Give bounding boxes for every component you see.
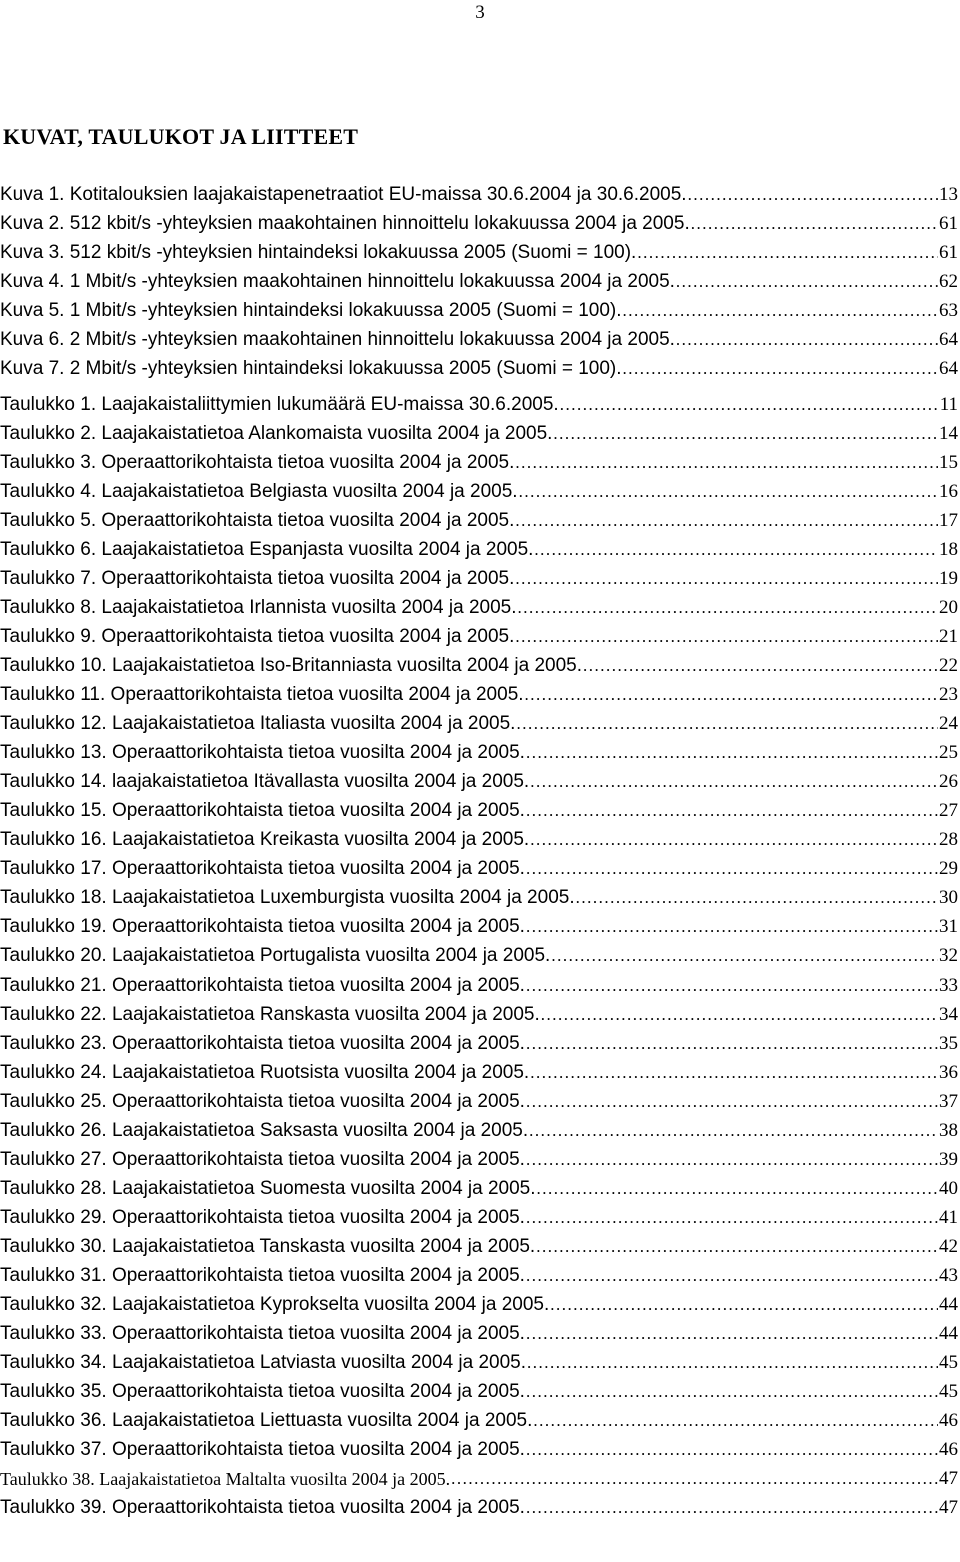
entry-page-number: 64 <box>939 357 958 379</box>
dot-leader <box>526 1440 938 1460</box>
entry-page-number: 32 <box>939 945 958 967</box>
figure-entry[interactable] <box>0 296 958 325</box>
dot-leader <box>526 917 938 937</box>
dot-leader <box>519 482 938 502</box>
entry-title: Taulukko 10. Laajakaistatietoa Iso-Britanniasta vuosilta 2004 ja 2005. <box>0 654 582 676</box>
entry-title: Kuva 7. 2 Mbit/s -yhteyksien hintaindeksi lokakuussa 2005 (Suomi = 100). <box>0 357 622 379</box>
entry-page-number: 39 <box>939 1148 958 1170</box>
entry-page-number: 47 <box>939 1497 958 1519</box>
table-entry[interactable] <box>0 913 958 942</box>
table-entry[interactable] <box>0 797 958 826</box>
entry-page-number: 42 <box>939 1235 958 1257</box>
entry-page-number: 13 <box>939 183 958 205</box>
entry-title: Taulukko 8. Laajakaistatietoa Irlannista vuosilta 2004 ja 2005. <box>0 596 517 618</box>
entry-page-number: 25 <box>939 742 958 764</box>
table-entry[interactable] <box>0 419 958 448</box>
table-entry[interactable] <box>0 884 958 913</box>
entry-page-number: 44 <box>939 1323 958 1345</box>
entry-page-number: 24 <box>939 713 958 735</box>
entry-title: Taulukko 26. Laajakaistatietoa Saksasta vuosilta 2004 ja 2005. <box>0 1119 529 1141</box>
dot-leader <box>525 685 938 705</box>
entry-title: Taulukko 18. Laajakaistatietoa Luxemburgista vuosilta 2004 ja 2005. <box>0 887 575 909</box>
section-heading: KUVAT, TAULUKOT JA LIITTEET <box>3 124 359 149</box>
entry-title: Taulukko 31. Operaattorikohtaista tietoa vuosilta 2004 ja 2005. <box>0 1265 525 1286</box>
entry-page-number: 33 <box>939 974 958 996</box>
entry-page-number: 16 <box>939 480 958 502</box>
table-entry[interactable] <box>0 622 958 651</box>
entry-page-number: 20 <box>939 596 958 618</box>
table-entry[interactable] <box>0 1378 958 1407</box>
dot-leader <box>676 330 938 350</box>
entry-page-number: 34 <box>939 1003 958 1025</box>
entry-title: Taulukko 28. Laajakaistatietoa Suomesta vuosilta 2004 ja 2005. <box>0 1177 536 1199</box>
table-entry[interactable] <box>0 681 958 710</box>
table-entry[interactable] <box>0 477 958 506</box>
entry-title: Taulukko 11. Operaattorikohtaista tietoa vuosilta 2004 ja 2005. <box>0 684 524 705</box>
entry-page-number: 36 <box>939 1061 958 1083</box>
entry-title: Taulukko 25. Operaattorikohtaista tietoa vuosilta 2004 ja 2005. <box>0 1090 525 1112</box>
table-entry[interactable] <box>0 651 958 680</box>
table-entry[interactable] <box>0 1436 958 1465</box>
entry-page-number: 46 <box>939 1439 958 1461</box>
entry-page-number: 35 <box>939 1032 958 1054</box>
entry-title: Kuva 1. Kotitalouksien laajakaistapenetraatiot EU-maissa 30.6.2004 ja 30.6.2005. <box>0 183 687 205</box>
entry-page-number: 63 <box>939 299 958 321</box>
dot-leader <box>537 1179 938 1199</box>
entry-page-number: 19 <box>939 567 958 589</box>
entry-page-number: 47 <box>939 1468 958 1490</box>
entry-page-number: 27 <box>939 800 958 822</box>
table-entry[interactable] <box>0 506 958 535</box>
entry-title: Kuva 6. 2 Mbit/s -yhteyksien maakohtainen hinnoittelu lokakuussa 2004 ja 2005. <box>0 328 675 350</box>
table-entry[interactable] <box>0 1494 958 1523</box>
entry-title: Taulukko 4. Laajakaistatietoa Belgiasta vuosilta 2004 ja 2005. <box>0 480 518 502</box>
dot-leader <box>515 453 938 473</box>
entry-page-number: 28 <box>939 829 958 851</box>
entry-title: Taulukko 6. Laajakaistatietoa Espanjasta vuosilta 2004 ja 2005. <box>0 538 534 560</box>
entry-title: Taulukko 13. Operaattorikohtaista tietoa vuosilta 2004 ja 2005. <box>0 742 525 764</box>
dot-leader <box>515 627 938 647</box>
dot-leader <box>515 569 938 589</box>
entry-title: Taulukko 9. Operaattorikohtaista tietoa vuosilta 2004 ja 2005. <box>0 625 515 647</box>
dot-leader <box>688 185 938 205</box>
entry-page-number: 37 <box>939 1090 958 1112</box>
table-entry[interactable] <box>0 739 958 768</box>
entry-page-number: 62 <box>939 270 958 292</box>
figure-entry[interactable] <box>0 209 958 238</box>
dot-leader <box>516 714 938 734</box>
dot-leader <box>583 656 938 676</box>
entry-page-number: 41 <box>939 1206 958 1228</box>
table-entry[interactable] <box>0 1203 958 1232</box>
table-entry[interactable] <box>0 1116 958 1145</box>
entry-title: Taulukko 20. Laajakaistatietoa Portugalista vuosilta 2004 ja 2005. <box>0 945 551 967</box>
figure-entry[interactable] <box>0 238 958 267</box>
table-entry[interactable] <box>0 1174 958 1203</box>
dot-leader <box>534 540 938 560</box>
entry-title: Taulukko 3. Operaattorikohtaista tietoa vuosilta 2004 ja 2005. <box>0 451 515 473</box>
dot-leader <box>526 1382 938 1402</box>
table-entry[interactable] <box>0 1000 958 1029</box>
dot-leader <box>526 1266 938 1286</box>
dot-leader <box>529 1121 938 1141</box>
table-entry[interactable] <box>0 1232 958 1261</box>
entry-page-number: 38 <box>939 1119 958 1141</box>
entry-title: Taulukko 27. Operaattorikohtaista tietoa vuosilta 2004 ja 2005. <box>0 1148 525 1170</box>
page-number: 3 <box>475 2 485 23</box>
entry-title: Taulukko 12. Laajakaistatietoa Italiasta vuosilta 2004 ja 2005. <box>0 713 516 735</box>
table-entry[interactable] <box>0 971 958 1000</box>
entry-page-number: 40 <box>939 1177 958 1199</box>
table-entry[interactable] <box>0 593 958 622</box>
entry-page-number: 17 <box>939 509 958 531</box>
dot-leader <box>526 976 938 996</box>
entry-page-number: 14 <box>939 422 958 444</box>
entry-title: Taulukko 37. Operaattorikohtaista tietoa vuosilta 2004 ja 2005. <box>0 1439 525 1461</box>
table-entry[interactable] <box>0 1465 958 1494</box>
entry-title: Kuva 5. 1 Mbit/s -yhteyksien hintaindeksi lokakuussa 2005 (Suomi = 100). <box>0 299 622 321</box>
dot-leader <box>526 801 938 821</box>
entry-page-number: 45 <box>939 1381 958 1403</box>
entry-title: Taulukko 38. Laajakaistatietoa Maltalta vuosilta 2004 ja 2005. <box>0 1468 451 1489</box>
entry-title: Taulukko 23. Operaattorikohtaista tietoa vuosilta 2004 ja 2005. <box>0 1032 525 1054</box>
dot-leader <box>518 598 938 618</box>
dot-leader <box>560 395 939 415</box>
dot-leader <box>530 1063 938 1083</box>
dot-leader <box>515 511 938 531</box>
entry-title: Kuva 4. 1 Mbit/s -yhteyksien maakohtainen hinnoittelu lokakuussa 2004 ja 2005. <box>0 270 675 292</box>
entry-page-number: 64 <box>939 328 958 350</box>
entry-page-number: 29 <box>939 858 958 880</box>
entry-page-number: 46 <box>939 1410 958 1432</box>
entry-title: Taulukko 34. Laajakaistatietoa Latviasta vuosilta 2004 ja 2005. <box>0 1352 527 1374</box>
table-entry[interactable] <box>0 448 958 477</box>
table-entry[interactable] <box>0 1291 958 1320</box>
entry-title: Taulukko 16. Laajakaistatietoa Kreikasta vuosilta 2004 ja 2005. <box>0 829 530 851</box>
dot-leader <box>637 243 938 263</box>
entry-title: Taulukko 15. Operaattorikohtaista tietoa vuosilta 2004 ja 2005. <box>0 800 525 822</box>
dot-leader <box>553 424 938 444</box>
table-entry[interactable] <box>0 535 958 564</box>
table-entry[interactable] <box>0 1349 958 1378</box>
entry-title: Kuva 2. 512 kbit/s -yhteyksien maakohtainen hinnoittelu lokakuussa 2004 ja 2005. <box>0 212 690 234</box>
entry-title: Taulukko 30. Laajakaistatietoa Tanskasta vuosilta 2004 ja 2005. <box>0 1235 536 1257</box>
dot-leader <box>526 859 938 879</box>
entry-page-number: 23 <box>939 684 958 705</box>
dot-leader <box>526 1208 938 1228</box>
table-entry[interactable] <box>0 855 958 884</box>
table-entry[interactable] <box>0 768 958 797</box>
entry-page-number: 31 <box>939 916 958 938</box>
table-entry[interactable] <box>0 1262 958 1291</box>
dot-leader <box>550 1295 938 1315</box>
dot-leader <box>526 1324 938 1344</box>
dot-leader <box>576 888 938 908</box>
entry-page-number: 44 <box>939 1294 958 1316</box>
dot-leader <box>527 1353 938 1373</box>
entry-title: Taulukko 17. Operaattorikohtaista tietoa vuosilta 2004 ja 2005. <box>0 858 525 880</box>
table-entry[interactable] <box>0 710 958 739</box>
dot-leader <box>691 214 938 234</box>
entry-title: Taulukko 32. Laajakaistatietoa Kyprokselta vuosilta 2004 ja 2005. <box>0 1294 550 1316</box>
entry-page-number: 21 <box>939 625 958 647</box>
entry-title: Taulukko 5. Operaattorikohtaista tietoa vuosilta 2004 ja 2005. <box>0 509 515 531</box>
entry-title: Taulukko 7. Operaattorikohtaista tietoa vuosilta 2004 ja 2005. <box>0 567 515 589</box>
dot-leader <box>536 1237 938 1257</box>
dot-leader <box>551 946 938 966</box>
entry-page-number: 26 <box>939 771 958 793</box>
table-entry[interactable] <box>0 1058 958 1087</box>
entry-title: Taulukko 21. Operaattorikohtaista tietoa vuosilta 2004 ja 2005. <box>0 974 525 996</box>
entry-page-number: 61 <box>939 212 958 234</box>
entry-page-number: 61 <box>939 241 958 263</box>
dot-leader <box>530 830 938 850</box>
table-entry[interactable] <box>0 826 958 855</box>
table-entry[interactable] <box>0 1145 958 1174</box>
dot-leader <box>533 1411 938 1431</box>
table-entry[interactable] <box>0 1407 958 1436</box>
table-entry[interactable] <box>0 390 958 419</box>
entry-page-number: 15 <box>939 451 958 473</box>
entry-title: Taulukko 39. Operaattorikohtaista tietoa vuosilta 2004 ja 2005. <box>0 1497 525 1519</box>
dot-leader <box>676 272 938 292</box>
dot-leader <box>526 1092 938 1112</box>
figure-entry[interactable] <box>0 267 958 296</box>
entry-page-number: 18 <box>939 538 958 560</box>
dot-leader <box>526 1498 938 1518</box>
entry-page-number: 45 <box>939 1352 958 1374</box>
dot-leader <box>526 1150 938 1170</box>
entry-title: Kuva 3. 512 kbit/s -yhteyksien hintaindeksi lokakuussa 2005 (Suomi = 100). <box>0 241 637 263</box>
entry-title: Taulukko 35. Operaattorikohtaista tietoa vuosilta 2004 ja 2005. <box>0 1381 525 1403</box>
figure-entry[interactable] <box>0 354 958 383</box>
table-entry[interactable] <box>0 1087 958 1116</box>
table-entry[interactable] <box>0 1320 958 1349</box>
entry-title: Taulukko 36. Laajakaistatietoa Liettuasta vuosilta 2004 ja 2005. <box>0 1410 533 1432</box>
dot-leader <box>541 1005 938 1025</box>
entry-page-number: 11 <box>939 393 958 415</box>
entry-page-number: 30 <box>939 887 958 909</box>
entry-title: Taulukko 24. Laajakaistatietoa Ruotsista vuosilta 2004 ja 2005. <box>0 1061 530 1083</box>
figure-entry[interactable] <box>0 180 958 209</box>
dot-leader <box>530 772 938 792</box>
entry-page-number: 22 <box>939 654 958 676</box>
dot-leader <box>623 359 938 379</box>
entry-title: Taulukko 1. Laajakaistaliittymien lukumäärä EU-maissa 30.6.2005. <box>0 393 559 415</box>
entry-title: Taulukko 33. Operaattorikohtaista tietoa vuosilta 2004 ja 2005. <box>0 1323 525 1345</box>
dot-leader <box>526 1034 938 1054</box>
table-entry[interactable] <box>0 564 958 593</box>
table-entry[interactable] <box>0 942 958 971</box>
entry-title: Taulukko 2. Laajakaistatietoa Alankomaista vuosilta 2004 ja 2005. <box>0 422 553 444</box>
entry-title: Taulukko 22. Laajakaistatietoa Ranskasta vuosilta 2004 ja 2005. <box>0 1003 540 1025</box>
table-entry[interactable] <box>0 1029 958 1058</box>
entry-page-number: 43 <box>939 1265 958 1286</box>
figure-entry[interactable] <box>0 325 958 354</box>
dot-leader <box>526 743 938 763</box>
entry-title: Taulukko 29. Operaattorikohtaista tietoa vuosilta 2004 ja 2005. <box>0 1206 525 1228</box>
entry-title: Taulukko 19. Operaattorikohtaista tietoa vuosilta 2004 ja 2005. <box>0 916 525 938</box>
dot-leader <box>451 1469 938 1489</box>
dot-leader <box>623 301 938 321</box>
entry-title: Taulukko 14. laajakaistatietoa Itävallasta vuosilta 2004 ja 2005. <box>0 771 530 793</box>
